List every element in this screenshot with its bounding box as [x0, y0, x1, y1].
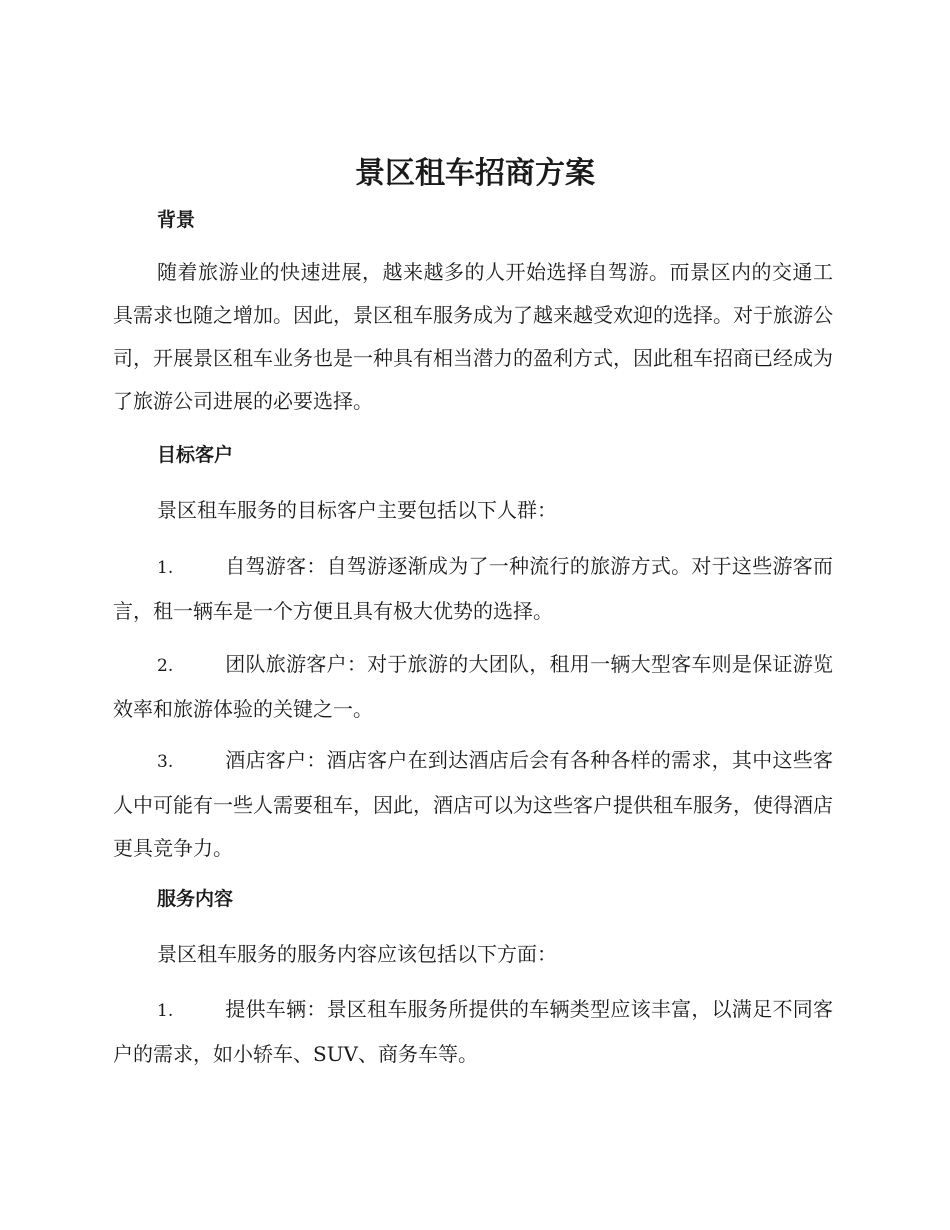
list-item-text: 提供车辆：景区租车服务所提供的车辆类型应该丰富，以满足不同客户的需求，如小轿车、SUV、商务车等。	[113, 997, 833, 1066]
service-content-intro: 景区租车服务的服务内容应该包括以下方面：	[157, 942, 557, 966]
list-item	[113, 545, 833, 633]
list-item	[113, 988, 833, 1076]
target-customers-intro: 景区租车服务的目标客户主要包括以下人群：	[157, 498, 557, 522]
list-item-number: 1.	[157, 558, 174, 578]
list-item	[113, 739, 833, 870]
list-item-text: 团队旅游客户：对于旅游的大团队，租用一辆大型客车则是保证游览效率和旅游体验的关键之一。	[113, 652, 833, 721]
list-item-text: 自驾游客：自驾游逐渐成为了一种流行的旅游方式。对于这些游客而言，租一辆车是一个方便且具有极大优势的选择。	[113, 554, 833, 623]
list-item-number: 3.	[157, 752, 174, 772]
list-item-number: 1.	[157, 1001, 174, 1021]
list-item-text: 酒店客户：酒店客户在到达酒店后会有各种各样的需求，其中这些客人中可能有一些人需要租车，因此，酒店可以为这些客户提供租车服务，使得酒店更具竞争力。	[113, 748, 833, 860]
section-heading-service-content: 服务内容	[157, 888, 234, 910]
list-item-number: 2.	[157, 656, 174, 676]
background-paragraph: 随着旅游业的快速进展，越来越多的人开始选择自驾游。而景区内的交通工具需求也随之增加。因此，景区租车服务成为了越来越受欢迎的选择。对于旅游公司，开展景区租车业务也是一种具有相当潜力的盈利方式，因此租车招商已经成为了旅游公司进展的必要选择。	[113, 260, 833, 413]
section-heading-target-customers: 目标客户	[157, 444, 234, 466]
section-heading-background: 背景	[157, 209, 196, 231]
list-item	[113, 643, 833, 731]
document-title: 景区租车招商方案	[355, 156, 595, 191]
